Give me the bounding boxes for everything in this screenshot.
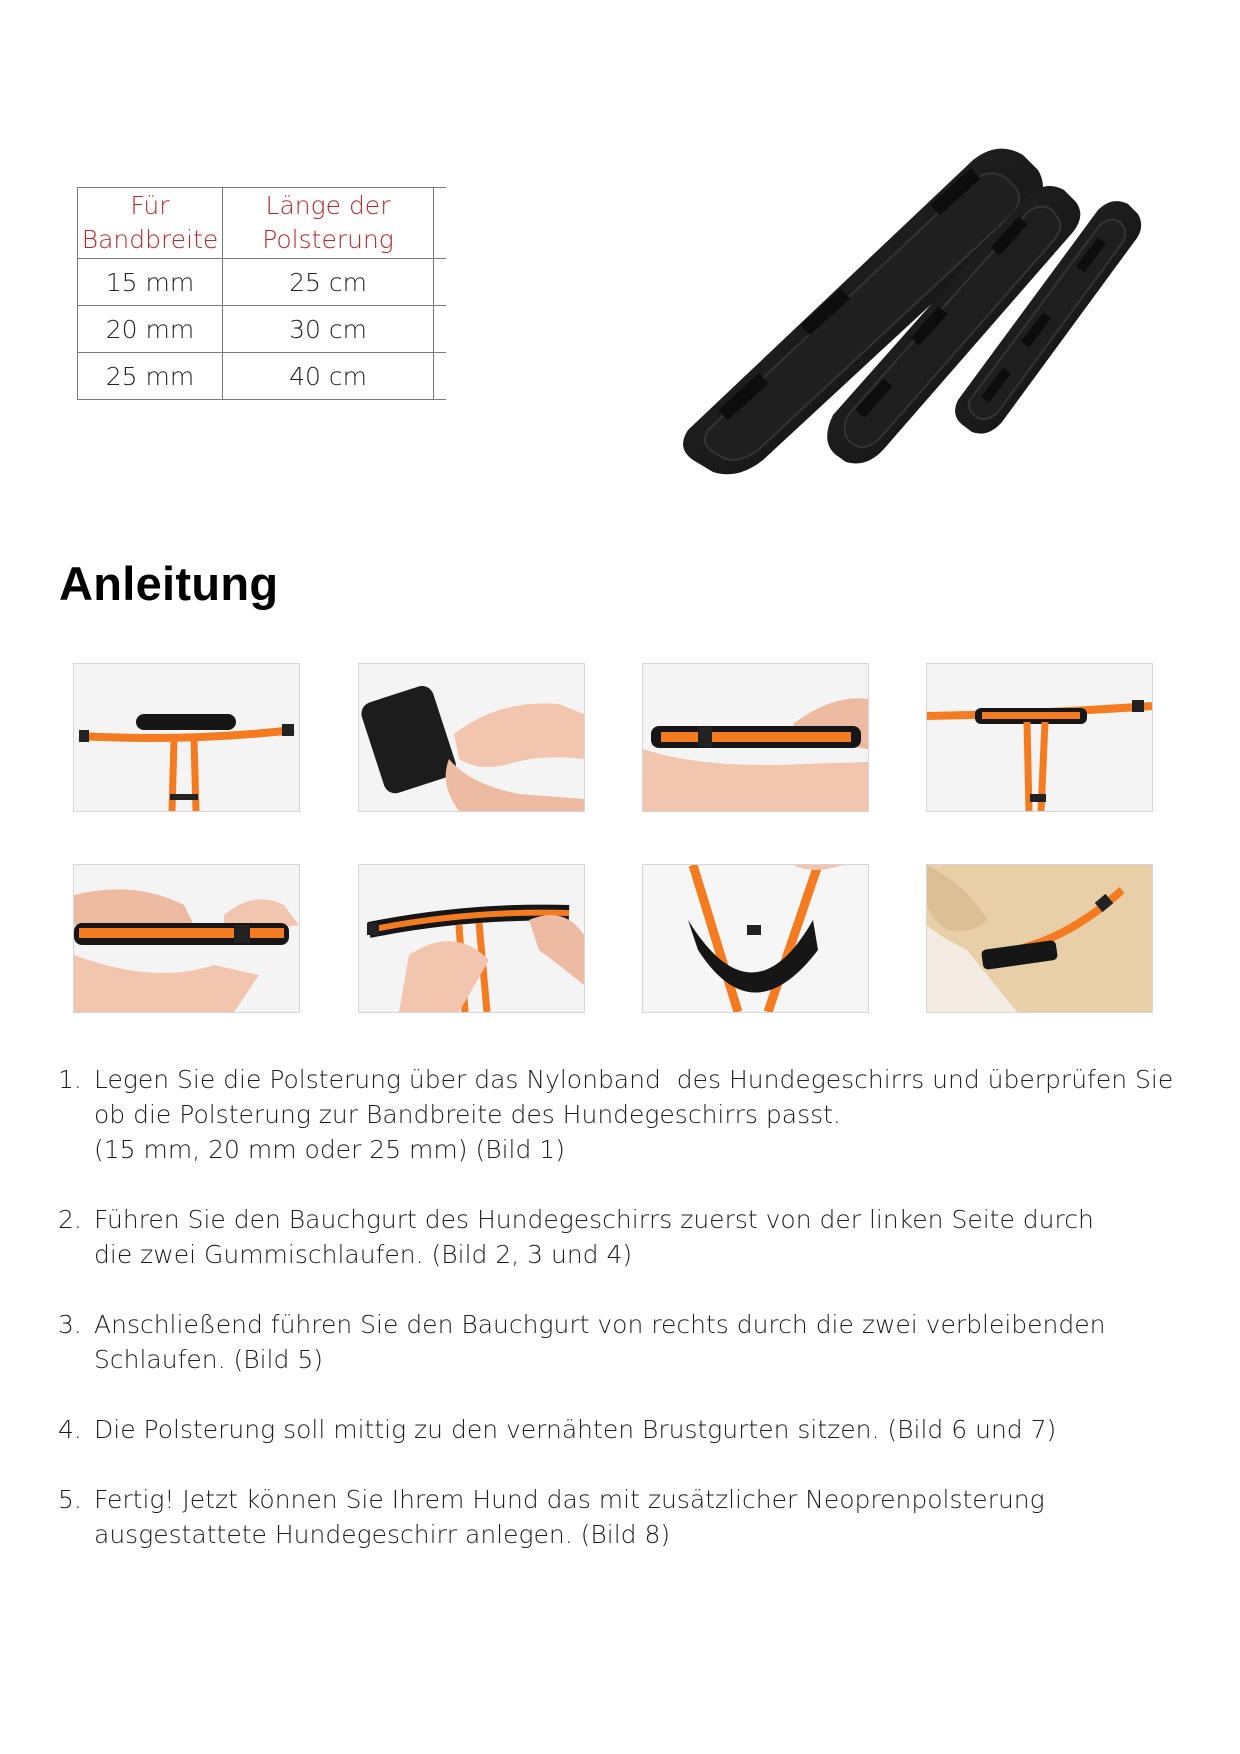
size-table-header [78, 188, 447, 259]
instruction-list [58, 1062, 1178, 1587]
step-number: 4. [58, 1415, 82, 1444]
header-pad-length: Länge der Polsterung [223, 188, 434, 259]
pad-length-cell: 30 cm [223, 306, 434, 353]
pad-length-cell: 40 cm [223, 353, 434, 400]
photo-step-3 [642, 663, 869, 812]
page-title: Anleitung [59, 557, 279, 610]
instruction-step: 1. Legen Sie die Polsterung über das Nylonband des Hundegeschirrs und überprüfen Sie ob die Polsterung zur Bandbreite des Hundegeschirrs passt. (15 mm, 20 mm oder 25 mm) (Bild 1) [58, 1062, 1178, 1167]
band-width-cell: 15 mm [78, 259, 223, 306]
instruction-step: 5. Fertig! Jetzt können Sie Ihrem Hund das mit zusätzlicher Neoprenpolsterung ausgestattete Hundegeschirr anlegen. (Bild 8) [58, 1482, 1178, 1552]
instruction-step: 3. Anschließend führen Sie den Bauchgurt von rechts durch die zwei verbleibenden Schlaufen. (Bild 5) [58, 1307, 1178, 1377]
step-number: 2. [58, 1205, 82, 1234]
header-blank-column [434, 188, 447, 259]
photo-step-6 [358, 864, 585, 1013]
step-number: 1. [58, 1065, 82, 1094]
instruction-step: 2. Führen Sie den Bauchgurt des Hundegeschirrs zuerst von der linken Seite durch die zwei Gummischlaufen. (Bild 2, 3 und 4) [58, 1202, 1178, 1272]
header-band-width: Für Bandbreite [78, 188, 223, 259]
instruction-step: 4. Die Polsterung soll mittig zu den vernähten Brustgurten sitzen. (Bild 6 und 7) [58, 1412, 1178, 1447]
band-width-cell: 20 mm [78, 306, 223, 353]
photo-step-2 [358, 663, 585, 812]
table-row [78, 353, 447, 400]
step-number: 5. [58, 1485, 82, 1514]
band-width-cell: 25 mm [78, 353, 223, 400]
table-row [78, 306, 447, 353]
neoprene-pads-photo [668, 130, 1198, 510]
table-row [78, 259, 447, 306]
pad-length-cell: 25 cm [223, 259, 434, 306]
photo-step-1 [73, 663, 300, 812]
photo-step-7 [642, 864, 869, 1013]
step-number: 3. [58, 1310, 82, 1339]
photo-step-8-dog [926, 864, 1153, 1013]
photo-step-5 [73, 864, 300, 1013]
photo-step-4 [926, 663, 1153, 812]
size-table [77, 187, 446, 400]
